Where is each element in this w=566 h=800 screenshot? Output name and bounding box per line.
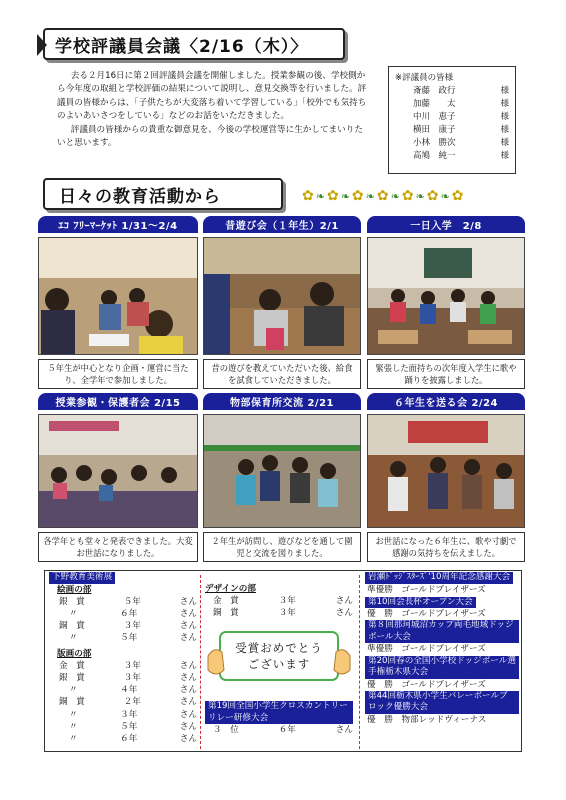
award-suffix: さん: [335, 596, 353, 607]
award-prize: 銅 賞: [59, 621, 85, 632]
award-grade: ６年: [120, 608, 138, 619]
award-grade: ５年: [123, 596, 141, 607]
congratulations-sign: [206, 626, 352, 688]
award-prize: 〃: [69, 685, 78, 696]
award-prize: 銀 賞: [59, 596, 85, 607]
award-row: [49, 672, 197, 684]
relay-title: 第19回全国小学生クロスカントリーリレー研修大会: [205, 701, 353, 724]
member-name: 斎藤 政行: [413, 86, 456, 96]
member-suffix: 様: [500, 99, 509, 109]
activity-caption: 物部保育所交流 2/21: [203, 393, 361, 410]
activity-caption: ６年生を送る会 2/24: [367, 393, 525, 410]
design-section-title: デザインの部: [205, 584, 256, 594]
award-prize: 銅 賞: [213, 608, 239, 619]
event-title: 第44回栃木県小学生バレーボールブロック優勝大会: [365, 691, 519, 714]
members-box: [388, 66, 516, 174]
award-row: [49, 632, 197, 644]
award-grade: ３年: [123, 672, 141, 683]
flower-icon: ✿: [376, 188, 389, 204]
flower-icon: ✿: [451, 188, 464, 204]
activity-photo: [38, 237, 198, 355]
award-prize: 銅 賞: [59, 697, 85, 708]
intro-paragraph: 去る２月16日に第２回評議員会議を開催しました。授業参観の後、学校側から今年度の取組と学校評価の結果について説明し、意見交換等を行いました。評議員の皆様からは、「子供たちが大変落ち着いて学習している」「校外でも気持ちのよいあいさつをしている」などのお話をいただきました。: [57, 71, 367, 122]
event-title: 第10回会長杯オープン大会: [365, 597, 476, 609]
activity-card: [203, 393, 361, 562]
award-suffix: さん: [179, 685, 197, 696]
award-suffix: さん: [179, 697, 197, 708]
member-suffix: 様: [500, 151, 509, 161]
activity-description: 昔の遊びを教えていただいた後、給食を試食していただきました。: [203, 359, 361, 389]
award-suffix: さん: [335, 725, 353, 735]
member-row: [395, 111, 509, 124]
award-prize: 金 賞: [213, 596, 239, 607]
award-grade: ３年: [123, 660, 141, 671]
flower-icon: ✿: [426, 188, 439, 204]
award-prize: 〃: [69, 608, 78, 619]
activity-description: 各学年とも堂々と発表できました。大変お世話になりました。: [38, 532, 198, 562]
members-title: ※評議員の皆様: [395, 73, 454, 83]
award-suffix: さん: [335, 608, 353, 619]
activity-caption: 一日入学 2/8: [367, 216, 525, 233]
member-row: [395, 137, 509, 150]
award-row: [49, 733, 197, 745]
award-grade: ４年: [120, 685, 138, 696]
column-divider: [359, 575, 360, 749]
award-grade: ６年: [120, 733, 138, 744]
activity-card: [203, 216, 361, 389]
award-suffix: さん: [179, 633, 197, 644]
award-grade: ２年: [123, 697, 141, 708]
relay-award: [205, 701, 353, 736]
award-suffix: さん: [179, 709, 197, 720]
meeting-report: [57, 70, 369, 150]
member-row: [395, 98, 509, 111]
award-row: [49, 620, 197, 632]
event-title: 第20回春の全国小学校ドッジボール選手権栃木県大会: [365, 656, 519, 679]
intro-paragraph: 評議員の皆様からの貴重な御意見を、今後の学校運営等に生かしてまいりたいと思います。: [57, 124, 363, 149]
activity-photo: [367, 237, 525, 355]
award-prize: 〃: [69, 709, 78, 720]
award-row: [49, 684, 197, 696]
activity-caption: ｴｺ ﾌﾘｰﾏｰｹｯﾄ 1/31～2/4: [38, 216, 198, 233]
award-row: [49, 721, 197, 733]
award-row: [49, 660, 197, 672]
flower-icon: ✿: [302, 188, 314, 204]
leaf-icon: ❧: [390, 189, 400, 203]
activity-photo: [38, 414, 198, 528]
member-row: [395, 85, 509, 98]
member-name: 高鳩 純一: [413, 151, 456, 161]
award-suffix: さん: [179, 672, 197, 683]
event-title: 第８回那珂城沼カップ両毛地域ドッジボール大会: [365, 620, 519, 643]
activity-card: [367, 393, 525, 562]
leaf-icon: ❧: [340, 189, 350, 203]
event-title: 岩瀬ﾄﾞｯｼﾞｽﾀｰｽﾞ'10周年記念感謝大会: [365, 572, 513, 584]
award-suffix: さん: [179, 660, 197, 671]
award-suffix: さん: [179, 721, 197, 732]
award-row: [49, 596, 197, 608]
award-grade: ３年: [123, 621, 141, 632]
leaf-icon: ❧: [315, 189, 325, 203]
award-row: [205, 595, 353, 607]
congrats-text: 受賞おめでとうございます: [235, 641, 323, 671]
member-row: [395, 124, 509, 137]
header-arrow-icon: [37, 34, 47, 56]
event-result: 優 勝 ゴールドブレイザーズ: [367, 609, 486, 620]
award-prize: ３ 位: [213, 725, 239, 735]
leaf-icon: ❧: [415, 189, 425, 203]
activity-card: [367, 216, 525, 389]
member-name: 加藤 太: [413, 99, 456, 109]
award-grade: ３年: [120, 709, 138, 720]
member-row: [395, 150, 509, 163]
award-row: [49, 709, 197, 721]
print-section-title: 版画の部: [57, 648, 92, 659]
member-suffix: 様: [500, 138, 509, 148]
member-suffix: 様: [500, 86, 509, 96]
flower-icon: ✿: [351, 188, 364, 204]
award-row: [49, 608, 197, 620]
activity-description: お世話になった６年生に、歌や寸劇で感謝の気持ちを伝えました。: [367, 532, 525, 562]
award-suffix: さん: [179, 733, 197, 744]
meeting-title: 学校評議員会議〈2/16（木）〉: [55, 36, 309, 57]
activity-description: ２年生が訪問し、遊びなどを通して園児と交流を図りました。: [203, 532, 361, 562]
award-prize: 金 賞: [59, 660, 85, 671]
flower-icon: ✿: [326, 188, 339, 204]
activity-photo: [203, 237, 361, 355]
flower-icon: ✿: [401, 188, 414, 204]
sports-column: [365, 571, 519, 753]
award-grade: ６年: [278, 725, 296, 735]
event-result: 優 勝 ゴールドブレイザーズ: [367, 679, 486, 690]
member-suffix: 様: [500, 125, 509, 135]
column-divider: [200, 575, 201, 749]
award-prize: 〃: [69, 721, 78, 732]
award-grade: ５年: [120, 633, 138, 644]
activity-card: [38, 393, 198, 562]
award-grade: ５年: [120, 721, 138, 732]
member-name: 中川 恵子: [413, 112, 456, 122]
event-result: 準優勝 ゴールドブレイザーズ: [367, 584, 486, 595]
activity-photo: [203, 414, 361, 528]
member-suffix: 様: [500, 112, 509, 122]
award-grade: ３年: [278, 608, 296, 619]
activity-caption: 昔遊び会（１年生）2/1: [203, 216, 361, 233]
member-name: 横田 康子: [413, 125, 456, 135]
activity-photo: [367, 414, 525, 528]
art-exhibition-column: [49, 571, 197, 753]
meeting-section-header: [43, 28, 345, 60]
leaf-icon: ❧: [440, 189, 450, 203]
leaf-icon: ❧: [365, 189, 375, 203]
activity-description: ５年生が中心となり企画・運営に当たり、全学年で参加しました。: [38, 359, 198, 389]
event-result: 優 勝 物部レッドヴィーナス: [367, 714, 487, 725]
award-row: [205, 724, 353, 736]
award-suffix: さん: [179, 621, 197, 632]
award-prize: 銀 賞: [59, 672, 85, 683]
activity-card: [38, 216, 198, 389]
flower-decoration: [302, 186, 514, 206]
member-name: 小林 勝次: [413, 138, 456, 148]
award-grade: ３年: [278, 596, 296, 607]
award-suffix: さん: [179, 596, 197, 607]
award-row: [49, 696, 197, 708]
award-row: [205, 607, 353, 619]
event-result: 準優勝 ゴールドブレイザーズ: [367, 644, 486, 655]
activities-title: 日々の教育活動から: [59, 186, 221, 207]
exhibition-title: 下野教育美術展: [49, 572, 115, 584]
painting-section-title: 絵画の部: [57, 584, 92, 595]
activity-description: 緊張した面持ちの次年度入学生に歌や踊りを披露しました。: [367, 359, 525, 389]
activities-section-header: [43, 178, 283, 210]
activity-caption: 授業参観・保護者会 2/15: [38, 393, 198, 410]
award-suffix: さん: [179, 608, 197, 619]
award-prize: 〃: [69, 633, 78, 644]
award-prize: 〃: [69, 733, 78, 744]
